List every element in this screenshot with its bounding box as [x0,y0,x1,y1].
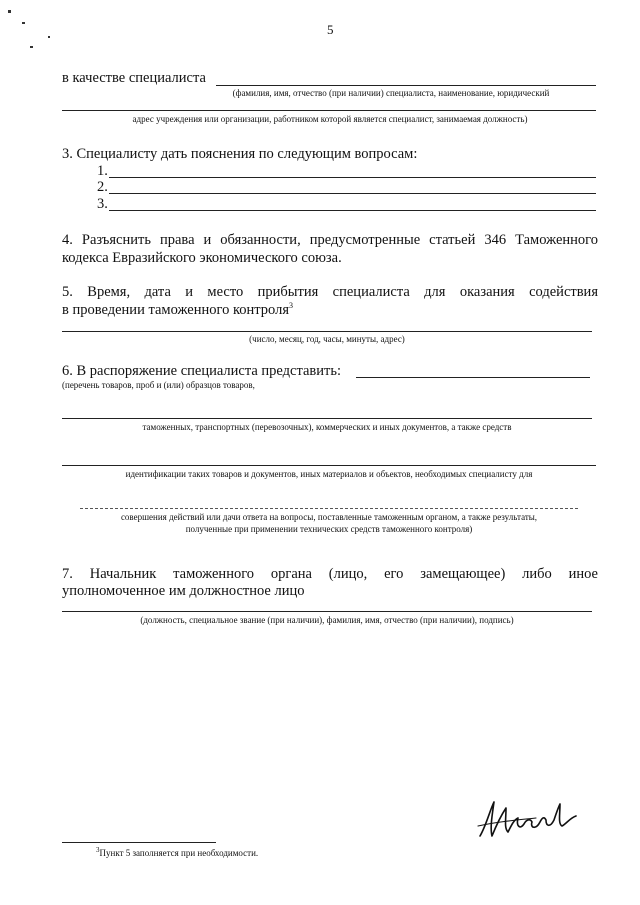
question-2-number: 2. [97,179,108,195]
section-6-hint-5: полученные при применении технических средств таможенного контроля) [185,524,473,534]
section-6-hint-4: совершения действий или дачи ответа на вопросы, поставленные таможенным органом, а также результаты, [120,512,538,522]
footnote-separator [62,842,216,843]
provided-items-line-2[interactable] [62,418,592,419]
specialist-hint-2: адрес учреждения или организации, работником которой является специалист, занимаемая должность) [132,114,528,124]
specialist-address-line[interactable] [62,110,596,111]
specialist-hint-1: (фамилия, имя, отчество (при наличии) специалиста, наименование, юридический [232,88,550,98]
footnote-ref: 3 [289,301,294,310]
section-7-hint: (должность, специальное звание (при наличии), фамилия, имя, отчество (при наличии), подпись) [140,615,514,625]
scan-speck [22,22,25,24]
section-4-line-2: кодекса Евразийского экономического союза. [62,250,342,266]
section-6-title: 6. В распоряжение специалиста представить: [62,363,342,379]
footnote-text: Пункт 5 заполняется при необходимости. [99,848,259,858]
section-5-line-2-text: в проведении таможенного контроля [62,301,290,318]
section-5-line-1: 5. Время, дата и место прибытия специалиста для оказания содействия [62,284,598,300]
section-6-hint-2: таможенных, транспортных (перевозочных), коммерческих и иных документов, а также средств [142,422,512,432]
question-3-line[interactable] [109,210,596,211]
official-signature-line[interactable] [62,611,592,612]
question-1-number: 1. [97,163,108,179]
footnote [96,846,258,858]
question-3-number: 3. [97,196,108,212]
arrival-details-line[interactable] [62,331,592,332]
section-4-line-1: 4. Разъяснить права и обязанности, предусмотренные статьей 346 Таможенного [62,232,598,248]
section-5-hint: (число, месяц, год, часы, минуты, адрес) [249,334,405,344]
scan-speck [48,36,50,38]
provided-items-line-4[interactable] [80,508,578,509]
section-6-hint-3: идентификации таких товаров и документов, иных материалов и объектов, необходимых специалисту для [125,469,533,479]
section-7-line-1: 7. Начальник таможенного органа (лицо, его замещающее) либо иное [62,566,598,582]
question-1-line[interactable] [109,177,596,178]
specialist-label: в качестве специалиста [62,70,206,86]
section-3-title: 3. Специалисту дать пояснения по следующим вопросам: [62,146,418,162]
footnote-mark: 3 [96,846,100,854]
provided-items-line-3[interactable] [62,465,596,466]
question-2-line[interactable] [109,193,596,194]
scan-speck [8,10,11,13]
handwritten-signature [476,796,580,842]
page-number: 5 [327,22,334,37]
section-5-line-2 [62,301,293,319]
scan-speck [30,46,33,48]
specialist-name-line[interactable] [216,85,596,86]
provided-items-line-1[interactable] [356,377,590,378]
section-7-line-2: уполномоченное им должностное лицо [62,583,305,599]
section-6-hint-1: (перечень товаров, проб и (или) образцов товаров, [62,380,255,390]
